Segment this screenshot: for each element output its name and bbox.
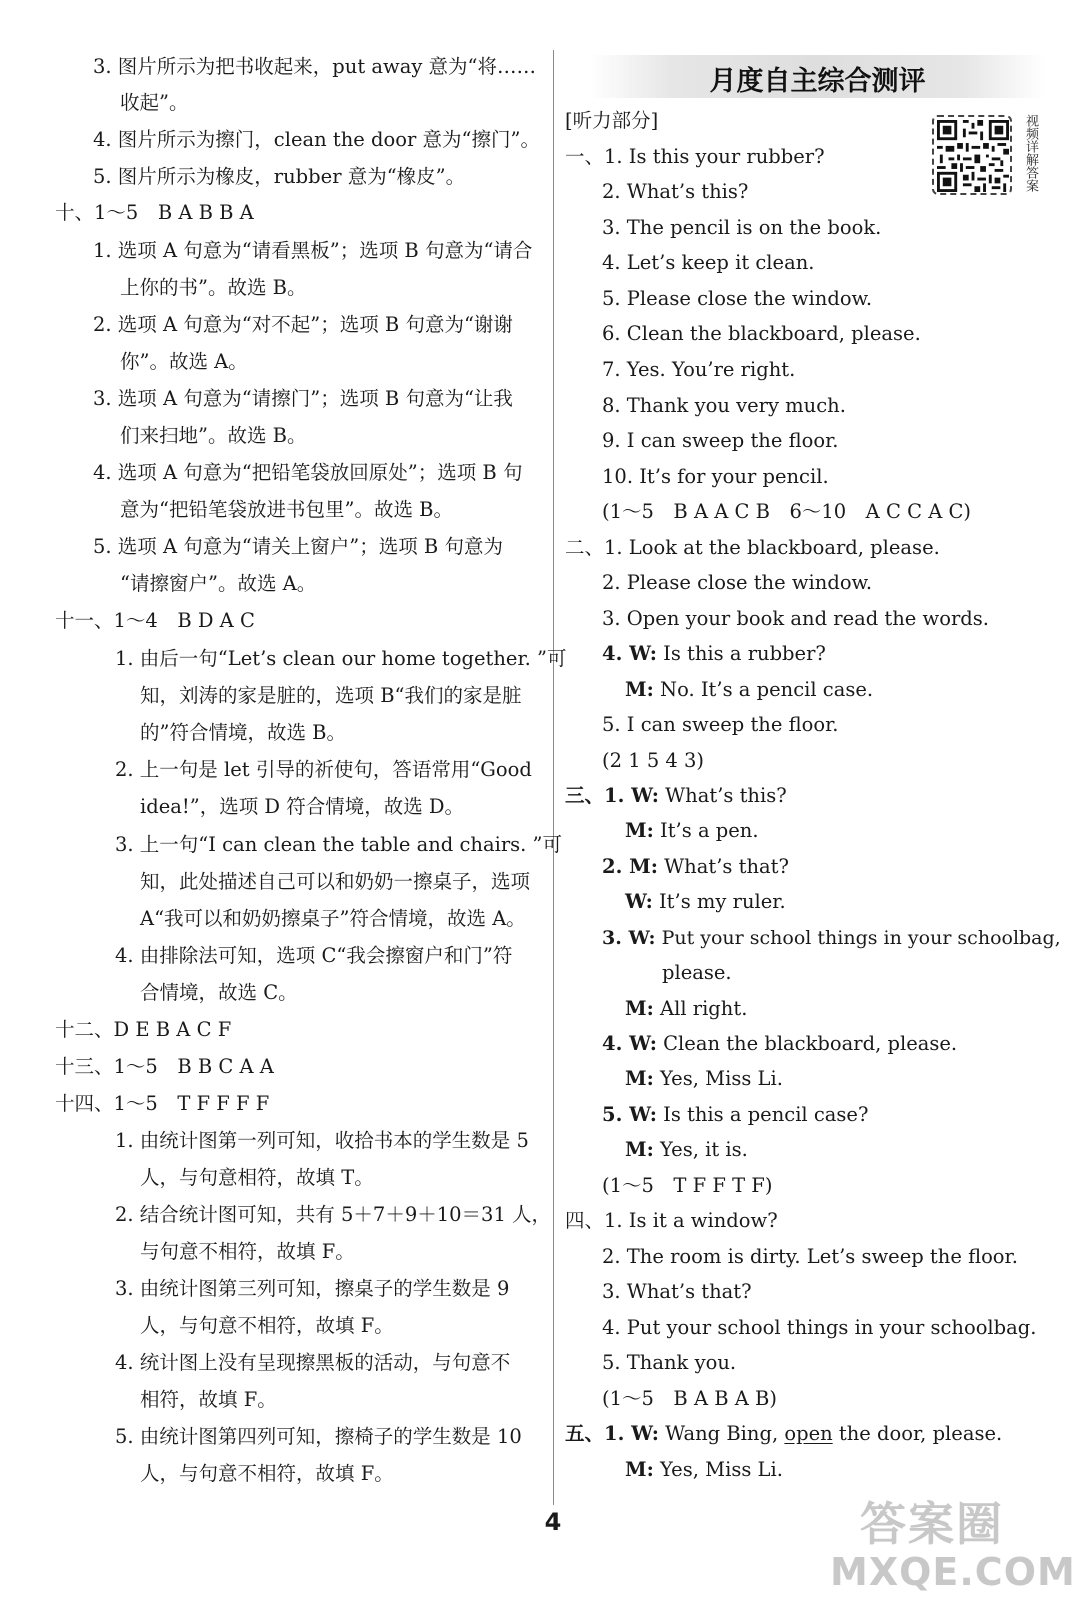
left-line-39: 人，与句意不相符，故填 F。 — [140, 1462, 394, 1485]
watermark — [820, 1488, 1075, 1598]
left-line-12: 4. 选项 A 句意为“把铅笔袋放回原处”；选项 B 句 — [93, 461, 523, 484]
right-line-35: 4. Put your school things in your schoolbag. — [602, 1316, 1037, 1339]
left-line-36: 4. 统计图上没有呈现擦黑板的活动，与句意不 — [115, 1351, 511, 1374]
left-line-18: 知，刘涛的家是脏的，选项 B“我们的家是脏 — [140, 684, 522, 707]
speaker-label: M: — [625, 678, 654, 701]
left-line-7: 上你的书”。故选 B。 — [120, 276, 307, 299]
right-line-30 — [625, 1135, 748, 1165]
speaker-label: M: — [625, 1458, 654, 1481]
left-line-33: 与句意不相符，故填 F。 — [140, 1240, 355, 1263]
section-title: 月度自主综合测评 — [709, 66, 926, 97]
dialogue-text: What’s this? — [665, 784, 787, 807]
right-line-26 — [625, 994, 747, 1024]
right-line-18: 5. I can sweep the floor. — [602, 713, 839, 736]
right-line-33: 2. The room is dirty. Let’s sweep the floor. — [602, 1245, 1018, 1268]
left-line-14: 5. 选项 A 句意为“请关上窗户”；选项 B 句意为 — [93, 535, 503, 558]
left-line-32: 2. 结合统计图可知，共有 5＋7＋9＋10＝31 人， — [115, 1203, 552, 1226]
qr-code[interactable] — [932, 115, 1012, 195]
speaker-label: 5. W: — [602, 1103, 657, 1126]
left-line-16: 十一、1～4 B D A C — [55, 609, 255, 632]
right-line-25: please. — [662, 961, 732, 984]
right-line-38 — [565, 1419, 1002, 1449]
right-line-27 — [602, 1029, 957, 1059]
speaker-label: 4. W: — [602, 1032, 657, 1055]
right-line-8: 7. Yes. You’re right. — [602, 358, 796, 381]
qr-caption: 视频详解答案 — [1023, 114, 1038, 192]
right-line-23 — [625, 887, 786, 917]
dialogue-text: What’s that? — [664, 855, 789, 878]
right-line-36: 5. Thank you. — [602, 1351, 737, 1374]
right-line-28 — [625, 1064, 783, 1094]
left-line-26: 合情境，故选 C。 — [140, 981, 298, 1004]
dialogue-text: It’s a pen. — [660, 819, 759, 842]
speaker-label: M: — [625, 997, 654, 1020]
left-line-13: 意为“把铅笔袋放进书包里”。故选 B。 — [120, 498, 453, 521]
right-line-21 — [625, 816, 759, 846]
right-line-4: 3. The pencil is on the book. — [602, 216, 882, 239]
right-line-5: 4. Let’s keep it clean. — [602, 251, 815, 274]
left-line-9: 你”。故选 A。 — [120, 350, 248, 373]
right-line-1: [听力部分] — [565, 109, 659, 132]
right-line-9: 8. Thank you very much. — [602, 394, 846, 417]
dialogue-text: All right. — [660, 997, 748, 1020]
right-line-34: 3. What’s that? — [602, 1280, 752, 1303]
left-line-19: 的”符合情境，故选 B。 — [140, 721, 346, 744]
right-line-31: (1～5 T F F T F) — [602, 1174, 773, 1197]
speaker-label: W: — [625, 890, 653, 913]
dialogue-text: No. It’s a pencil case. — [660, 678, 874, 701]
left-line-37: 相符，故填 F。 — [140, 1388, 277, 1411]
right-line-14: 2. Please close the window. — [602, 571, 873, 594]
left-line-35: 人，与句意不相符，故填 F。 — [140, 1314, 394, 1337]
speaker-label: 三、1. W: — [565, 784, 659, 807]
speaker-label: 2. M: — [602, 855, 658, 878]
dialogue-text: Yes, Miss Li. — [660, 1067, 783, 1090]
right-line-2: 一、1. Is this your rubber? — [565, 145, 825, 168]
right-line-22 — [602, 852, 789, 882]
right-line-7: 6. Clean the blackboard, please. — [602, 322, 921, 345]
left-line-21: idea!”，选项 D 符合情境，故选 D。 — [140, 795, 465, 818]
left-line-24: A“我可以和奶奶擦桌子”符合情境，故选 A。 — [140, 907, 526, 930]
right-line-13: 二、1. Look at the blackboard, please. — [565, 536, 940, 559]
speaker-label: 五、1. W: — [565, 1422, 659, 1445]
right-line-20 — [565, 781, 787, 811]
speaker-label: 3. W: — [602, 927, 656, 949]
left-line-15: “请擦窗户”。故选 A。 — [120, 572, 317, 595]
watermark-site: MXQE.COM — [830, 1550, 1076, 1594]
page-number: 4 — [544, 1508, 562, 1536]
right-line-15: 3. Open your book and read the words. — [602, 607, 989, 630]
left-line-34: 3. 由统计图第三列可知，擦桌子的学生数是 9 — [115, 1277, 510, 1300]
left-line-8: 2. 选项 A 句意为“对不起”；选项 B 句意为“谢谢 — [93, 313, 513, 336]
left-line-31: 人，与句意相符，故填 T。 — [140, 1166, 374, 1189]
left-line-10: 3. 选项 A 句意为“请擦门”；选项 B 句意为“让我 — [93, 387, 513, 410]
right-line-17 — [625, 675, 873, 705]
left-line-4: 5. 图片所示为橡皮，rubber 意为“橡皮”。 — [93, 165, 466, 188]
right-line-19: (2 1 5 4 3) — [602, 749, 705, 772]
column-divider — [553, 50, 554, 1505]
left-line-5: 十、1～5 B A B B A — [55, 201, 254, 224]
right-line-24 — [602, 923, 1061, 953]
left-line-27: 十二、D E B A C F — [55, 1018, 232, 1041]
section-title-banner — [590, 55, 1045, 98]
dialogue-text: Clean the blackboard, please. — [663, 1032, 958, 1055]
right-line-29 — [602, 1100, 868, 1130]
left-line-20: 2. 上一句是 let 引导的祈使句，答语常用“Good — [115, 758, 532, 781]
right-line-39 — [625, 1455, 783, 1485]
dialogue-text: Put your school things in your schoolbag, — [661, 927, 1061, 949]
left-line-3: 4. 图片所示为擦门，clean the door 意为“擦门”。 — [93, 128, 540, 151]
watermark-logo-text: 答案圈 — [860, 1497, 1004, 1551]
speaker-label: M: — [625, 1138, 654, 1161]
right-line-37: (1～5 B A B A B) — [602, 1387, 777, 1410]
left-line-29: 十四、1～5 T F F F F — [55, 1092, 270, 1115]
left-line-38: 5. 由统计图第四列可知，擦椅子的学生数是 10 — [115, 1425, 522, 1448]
left-line-30: 1. 由统计图第一列可知，收拾书本的学生数是 5 — [115, 1129, 529, 1152]
right-line-11: 10. It’s for your pencil. — [602, 465, 829, 488]
left-line-6: 1. 选项 A 句意为“请看黑板”；选项 B 句意为“请合 — [93, 239, 533, 262]
left-line-17: 1. 由后一句“Let’s clean our home together. ”可 — [115, 647, 567, 670]
right-line-12: (1～5 B A A C B 6～10 A C C A C) — [602, 500, 972, 523]
left-line-23: 知，此处描述自己可以和奶奶一擦桌子，选项 — [140, 870, 531, 893]
left-line-2: 收起”。 — [120, 91, 189, 114]
dialogue-text: Is this a pencil case? — [663, 1103, 869, 1126]
dialogue-text: the door, please. — [838, 1422, 1003, 1445]
speaker-label: 4. W: — [602, 642, 657, 665]
speaker-label: M: — [625, 819, 654, 842]
dialogue-text: Wang Bing, — [665, 1422, 779, 1445]
left-line-1: 3. 图片所示为把书收起来，put away 意为“将…… — [93, 55, 537, 78]
right-line-16 — [602, 639, 826, 669]
left-line-22: 3. 上一句“I can clean the table and chairs. ”可 — [115, 833, 563, 856]
left-line-25: 4. 由排除法可知，选项 C“我会擦窗户和门”符 — [115, 944, 513, 967]
right-line-10: 9. I can sweep the floor. — [602, 429, 839, 452]
left-line-11: 们来扫地”。故选 B。 — [120, 424, 307, 447]
dialogue-text: It’s my ruler. — [658, 890, 786, 913]
right-line-3: 2. What’s this? — [602, 180, 749, 203]
qr-code-icon — [937, 120, 1009, 192]
dialogue-text: Is this a rubber? — [663, 642, 826, 665]
dialogue-text: Yes, Miss Li. — [660, 1458, 783, 1481]
dialogue-text: Yes, it is. — [660, 1138, 748, 1161]
right-line-32: 四、1. Is it a window? — [565, 1209, 778, 1232]
speaker-label: M: — [625, 1067, 654, 1090]
underlined-word: open — [784, 1422, 833, 1445]
left-line-28: 十三、1～5 B B C A A — [55, 1055, 274, 1078]
right-line-6: 5. Please close the window. — [602, 287, 873, 310]
